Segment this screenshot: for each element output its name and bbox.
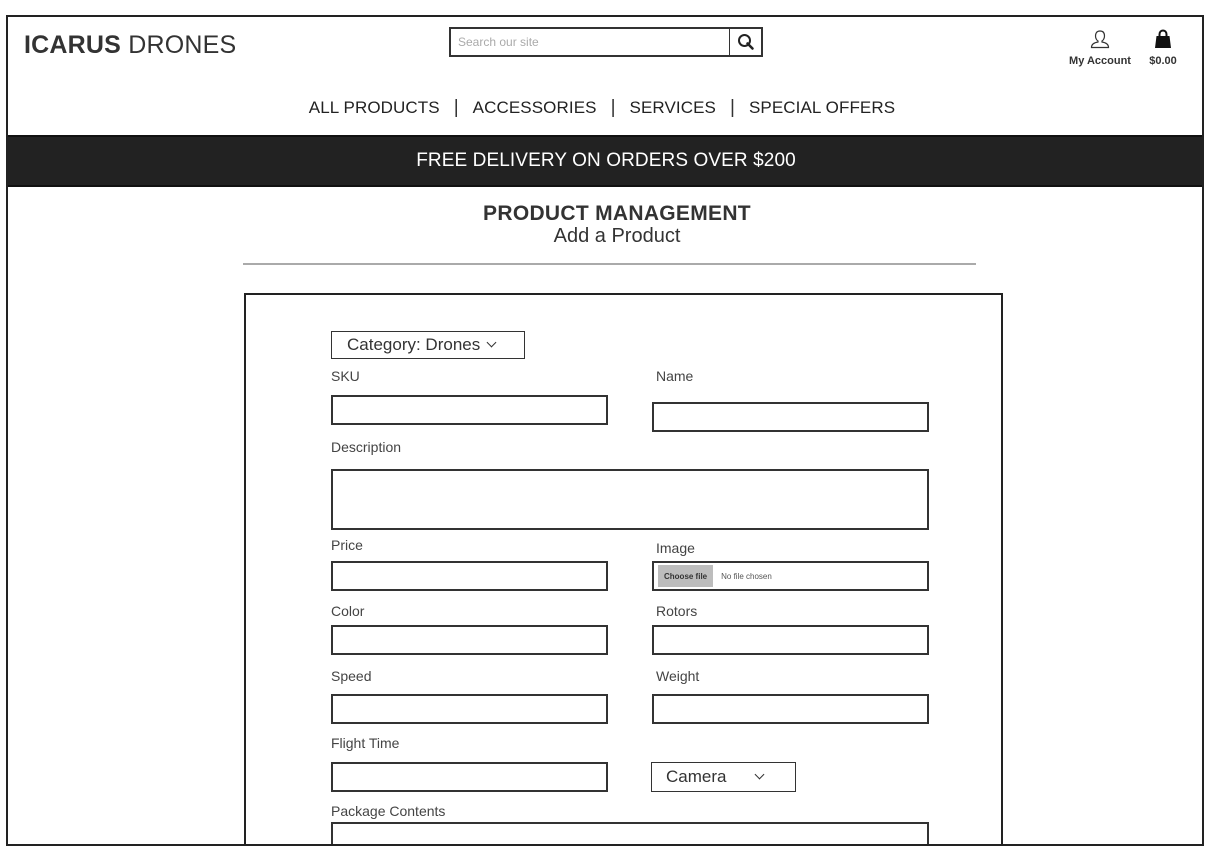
shopping-bag-icon bbox=[1153, 29, 1173, 49]
color-field[interactable] bbox=[331, 625, 608, 655]
color-label: Color bbox=[331, 603, 365, 619]
price-field[interactable] bbox=[331, 561, 608, 591]
my-account-link[interactable] bbox=[1060, 29, 1140, 67]
flight-time-label: Flight Time bbox=[331, 735, 400, 751]
category-select-label: Category: Drones bbox=[347, 335, 481, 354]
search-bar bbox=[449, 27, 763, 57]
search-button[interactable] bbox=[729, 29, 761, 55]
cart-link[interactable] bbox=[1138, 29, 1188, 67]
package-contents-field[interactable] bbox=[331, 822, 929, 846]
choose-file-button[interactable]: Choose file bbox=[658, 565, 713, 587]
price-label: Price bbox=[331, 537, 363, 553]
sku-field[interactable] bbox=[331, 395, 608, 425]
rotors-label: Rotors bbox=[656, 603, 698, 619]
page-heading bbox=[8, 202, 1204, 248]
user-icon bbox=[1089, 29, 1111, 49]
page-frame bbox=[6, 15, 1204, 846]
name-label: Name bbox=[656, 368, 694, 384]
weight-field[interactable] bbox=[652, 694, 929, 724]
nav-all-products[interactable]: ALL PRODUCTS bbox=[308, 98, 440, 117]
description-label: Description bbox=[331, 439, 402, 455]
file-status: No file chosen bbox=[721, 571, 772, 581]
flight-time-field[interactable] bbox=[331, 762, 608, 792]
nav-accessories[interactable]: ACCESSORIES bbox=[472, 98, 597, 117]
description-field[interactable] bbox=[331, 469, 929, 530]
speed-field[interactable] bbox=[331, 694, 608, 724]
cart-total: $0.00 bbox=[1149, 55, 1177, 67]
camera-select[interactable] bbox=[651, 762, 796, 792]
brand-name-bold: ICARUS bbox=[24, 31, 122, 59]
search-icon bbox=[737, 33, 755, 51]
promo-banner bbox=[6, 135, 1204, 187]
image-label: Image bbox=[656, 540, 695, 556]
name-field[interactable] bbox=[652, 402, 929, 432]
nav-separator: | bbox=[610, 97, 616, 118]
page-title: PRODUCT MANAGEMENT bbox=[483, 202, 751, 225]
speed-label: Speed bbox=[331, 668, 372, 684]
chevron-down-icon bbox=[755, 770, 765, 780]
nav-separator: | bbox=[453, 97, 459, 118]
nav-services[interactable]: SERVICES bbox=[629, 98, 716, 117]
category-select[interactable] bbox=[331, 331, 525, 359]
brand-name-light: DRONES bbox=[121, 31, 237, 59]
camera-select-label: Camera bbox=[666, 767, 727, 786]
my-account-label: My Account bbox=[1069, 55, 1131, 67]
package-contents-label: Package Contents bbox=[331, 803, 446, 819]
main-nav bbox=[8, 97, 1202, 119]
weight-label: Weight bbox=[656, 668, 700, 684]
image-file-input bbox=[652, 561, 929, 591]
search-input[interactable] bbox=[451, 29, 729, 55]
add-product-form bbox=[244, 293, 1003, 846]
brand-logo[interactable] bbox=[24, 31, 236, 60]
heading-divider bbox=[243, 263, 976, 265]
promo-banner-text: FREE DELIVERY ON ORDERS OVER $200 bbox=[416, 150, 796, 171]
rotors-field[interactable] bbox=[652, 625, 929, 655]
sku-label: SKU bbox=[331, 368, 360, 384]
nav-special-offers[interactable]: SPECIAL OFFERS bbox=[748, 98, 896, 117]
nav-separator: | bbox=[730, 97, 735, 118]
chevron-down-icon bbox=[487, 338, 497, 348]
page-subtitle: Add a Product bbox=[553, 225, 681, 247]
